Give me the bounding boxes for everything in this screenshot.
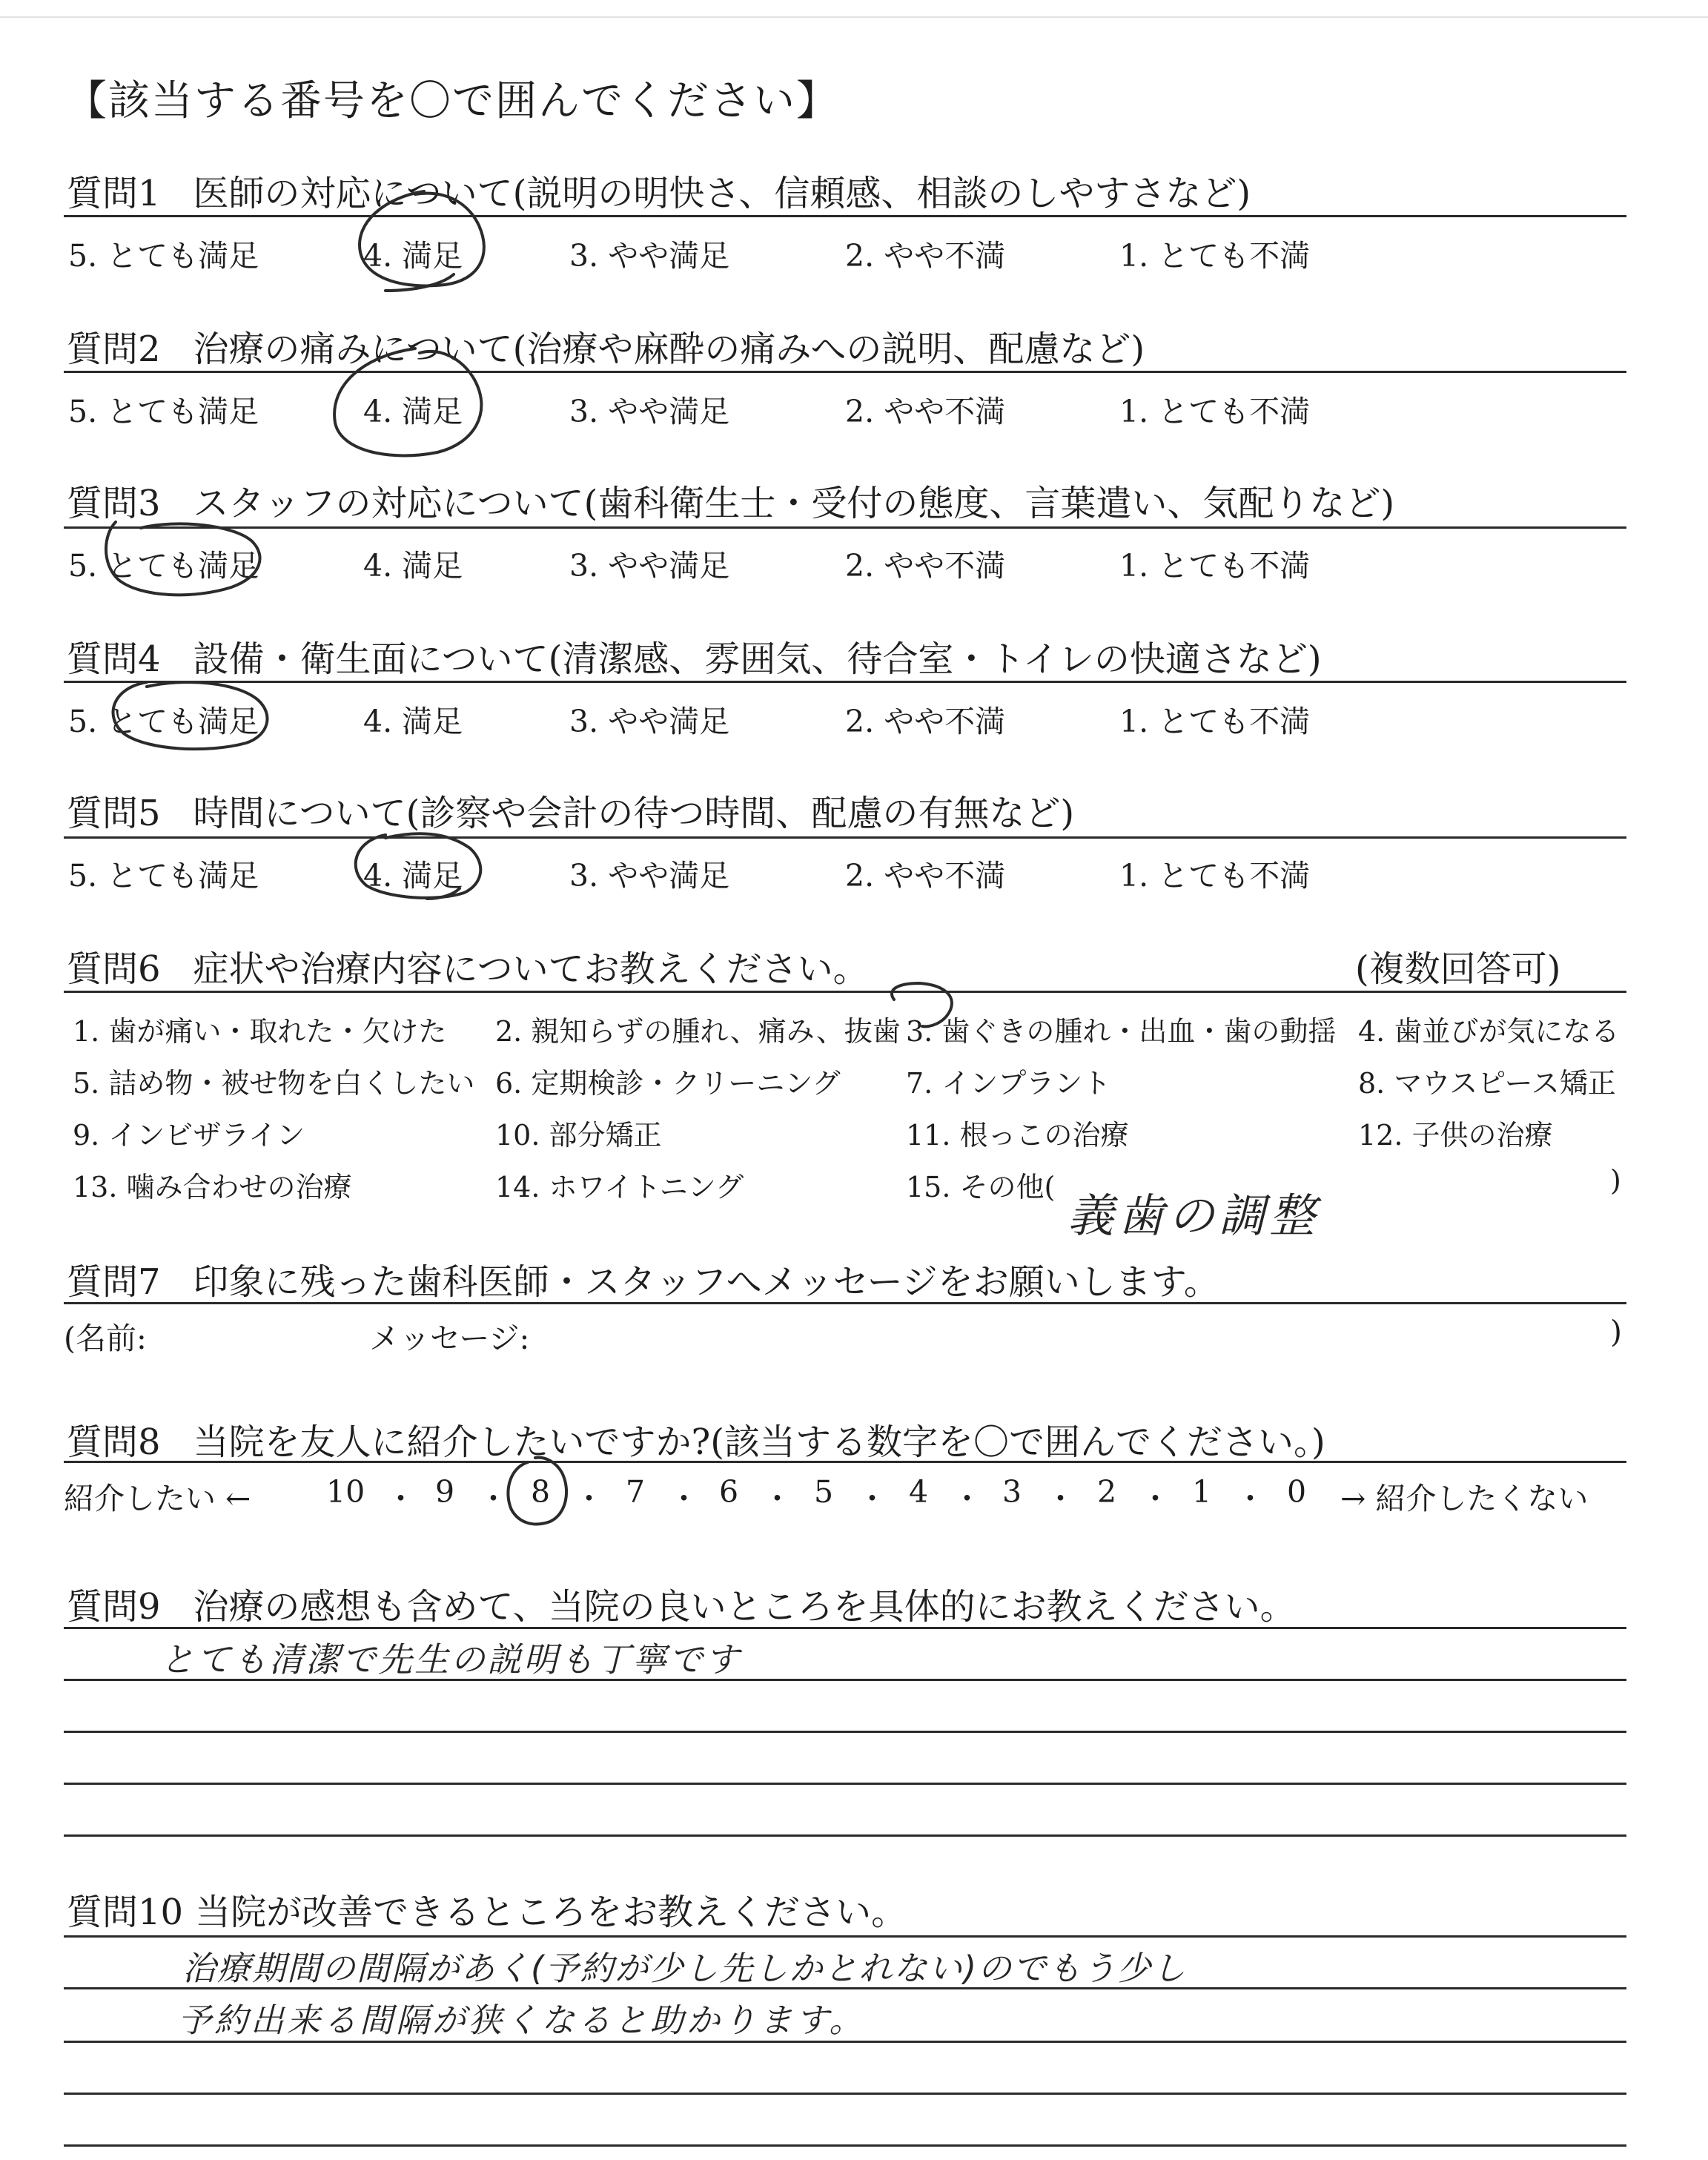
q8-separator: ・ xyxy=(478,1481,509,1516)
q8-scale-1[interactable]: 1 xyxy=(1192,1474,1212,1510)
q10-handwritten-answer-line-2[interactable]: 予約出来る間隔が狭くなると助かります。 xyxy=(178,2001,866,2040)
q5-option-3[interactable]: 3. やや満足 xyxy=(569,858,730,894)
q6-option-9[interactable]: 9. インビザライン xyxy=(73,1119,305,1152)
q6-multiple-answer-note: (複数回答可) xyxy=(1355,948,1561,990)
q8-separator: ・ xyxy=(762,1481,792,1516)
q1-text: 医師の対応について(説明の明快さ、信頼感、相談のしやすさなど) xyxy=(193,173,1251,214)
q8-scale-9[interactable]: 9 xyxy=(435,1474,455,1510)
q10-number: 質問10 xyxy=(67,1892,184,1933)
q1-option-2[interactable]: 2. やや不満 xyxy=(845,238,1006,274)
q2-text: 治療の痛みについて(治療や麻酔の痛みへの説明、配慮など) xyxy=(193,328,1145,370)
page-instruction-header: 【該当する番号を〇で囲んでください】 xyxy=(65,77,839,125)
q1-option-4[interactable]: 4. 満足 xyxy=(363,238,463,274)
q4-option-1[interactable]: 1. とても不満 xyxy=(1119,704,1311,739)
q5-text: 時間について(診察や会計の待つ時間、配慮の有無など) xyxy=(193,793,1075,834)
q1-selection-circle xyxy=(360,191,484,285)
q4-option-5[interactable]: 5. とても満足 xyxy=(68,704,259,739)
q8-right-label: → 紹介したくない xyxy=(1340,1481,1589,1516)
q7-close-paren: ) xyxy=(1610,1314,1622,1350)
q8-separator: ・ xyxy=(952,1481,982,1516)
q2-option-2[interactable]: 2. やや不満 xyxy=(845,394,1006,429)
q10-handwritten-answer-line-1[interactable]: 治療期間の間隔があく(予約が少し先しかとれない)のでもう少し xyxy=(182,1949,1188,1988)
q8-scale-4[interactable]: 4 xyxy=(909,1474,929,1510)
q7-number: 質問7 xyxy=(67,1261,161,1303)
q8-separator: ・ xyxy=(669,1481,699,1516)
q6-option-2[interactable]: 2. 親知らずの腫れ、痛み、抜歯 xyxy=(495,1015,901,1048)
q3-option-5[interactable]: 5. とても満足 xyxy=(68,548,259,584)
q5-selection-circle xyxy=(356,833,481,898)
q1-number: 質問1 xyxy=(67,173,161,214)
q5-option-2[interactable]: 2. やや不満 xyxy=(845,858,1006,894)
q6-number: 質問6 xyxy=(67,948,161,990)
q3-option-3[interactable]: 3. やや満足 xyxy=(569,548,730,584)
q6-option-4[interactable]: 4. 歯並びが気になる xyxy=(1358,1015,1620,1048)
q1-option-1[interactable]: 1. とても不満 xyxy=(1119,238,1311,274)
q8-separator: ・ xyxy=(1140,1481,1171,1516)
q2-selection-circle xyxy=(334,349,481,455)
q8-scale-6[interactable]: 6 xyxy=(719,1474,739,1510)
q4-option-3[interactable]: 3. やや満足 xyxy=(569,704,730,739)
q3-selection-circle xyxy=(106,522,260,595)
q4-selection-circle xyxy=(113,682,268,749)
q8-scale-3[interactable]: 3 xyxy=(1002,1474,1022,1510)
q8-scale-5[interactable]: 5 xyxy=(814,1474,834,1510)
q2-option-5[interactable]: 5. とても満足 xyxy=(68,394,259,429)
q6-option-7[interactable]: 7. インプラント xyxy=(906,1067,1111,1100)
q5-number: 質問5 xyxy=(67,793,161,834)
q1-option-5[interactable]: 5. とても満足 xyxy=(68,238,259,274)
q2-option-3[interactable]: 3. やや満足 xyxy=(569,394,730,429)
q3-option-4[interactable]: 4. 満足 xyxy=(363,548,463,584)
q3-option-1[interactable]: 1. とても不満 xyxy=(1119,548,1311,584)
q6-option-11[interactable]: 11. 根っこの治療 xyxy=(906,1119,1129,1152)
q4-option-2[interactable]: 2. やや不満 xyxy=(845,704,1006,739)
q1-option-3[interactable]: 3. やや満足 xyxy=(569,238,730,274)
q8-scale-2[interactable]: 2 xyxy=(1097,1474,1117,1510)
q2-option-1[interactable]: 1. とても不満 xyxy=(1119,394,1311,429)
q6-other-handwritten-answer[interactable]: 義歯の調整 xyxy=(1068,1189,1320,1243)
q8-separator: ・ xyxy=(857,1481,887,1516)
q9-number: 質問9 xyxy=(67,1586,161,1628)
q2-option-4[interactable]: 4. 満足 xyxy=(363,394,463,429)
q6-option-1[interactable]: 1. 歯が痛い・取れた・欠けた xyxy=(73,1015,447,1048)
q8-text: 当院を友人に紹介したいですか?(該当する数字を〇で囲んでください。) xyxy=(193,1421,1325,1463)
q4-text: 設備・衛生面について(清潔感、雰囲気、待合室・トイレの快適さなど) xyxy=(193,638,1322,680)
q7-name-label: (名前: xyxy=(64,1321,147,1356)
q8-separator: ・ xyxy=(574,1481,604,1516)
q8-separator: ・ xyxy=(385,1481,416,1516)
q6-text: 症状や治療内容についてお教えください。 xyxy=(193,948,869,990)
q8-scale-8[interactable]: 8 xyxy=(531,1474,551,1510)
q10-text: 当院が改善できるところをお教えください。 xyxy=(195,1892,907,1933)
q6-selection-circle xyxy=(892,983,952,1026)
q4-option-4[interactable]: 4. 満足 xyxy=(363,704,463,739)
q2-number: 質問2 xyxy=(67,328,161,370)
q8-number: 質問8 xyxy=(67,1421,161,1463)
q3-number: 質問3 xyxy=(67,483,161,524)
q6-option-5[interactable]: 5. 詰め物・被せ物を白くしたい xyxy=(73,1067,475,1100)
q5-option-1[interactable]: 1. とても不満 xyxy=(1119,858,1311,894)
q6-option-10[interactable]: 10. 部分矯正 xyxy=(495,1119,662,1152)
q3-text: スタッフの対応について(歯科衛生士・受付の態度、言葉遣い、気配りなど) xyxy=(193,483,1395,524)
q4-number: 質問4 xyxy=(67,638,161,680)
q5-selection-circle-tail xyxy=(427,888,460,899)
q3-option-2[interactable]: 2. やや不満 xyxy=(845,548,1006,584)
q6-option-3[interactable]: 3. 歯ぐきの腫れ・出血・歯の動揺 xyxy=(906,1015,1337,1048)
q6-option-15-close-paren: ) xyxy=(1610,1164,1621,1197)
q8-separator: ・ xyxy=(1235,1481,1265,1516)
q8-left-label: 紹介したい ← xyxy=(64,1481,251,1516)
q8-separator: ・ xyxy=(1045,1481,1076,1516)
q8-scale-0[interactable]: 0 xyxy=(1287,1474,1307,1510)
q6-option-14[interactable]: 14. ホワイトニング xyxy=(495,1171,744,1203)
q6-option-12[interactable]: 12. 子供の治療 xyxy=(1358,1119,1553,1152)
q7-message-label: メッセージ: xyxy=(369,1321,530,1356)
q9-text: 治療の感想も含めて、当院の良いところを具体的にお教えください。 xyxy=(193,1586,1296,1628)
q6-option-8[interactable]: 8. マウスピース矯正 xyxy=(1358,1067,1616,1100)
q8-scale-7[interactable]: 7 xyxy=(626,1474,646,1510)
q6-option-15[interactable]: 15. その他( xyxy=(906,1171,1056,1203)
q7-text: 印象に残った歯科医師・スタッフへメッセージをお願いします。 xyxy=(193,1261,1219,1303)
q5-option-5[interactable]: 5. とても満足 xyxy=(68,858,259,894)
q8-scale-10[interactable]: 10 xyxy=(326,1474,365,1510)
q6-option-6[interactable]: 6. 定期検診・クリーニング xyxy=(495,1067,841,1100)
q5-option-4[interactable]: 4. 満足 xyxy=(363,858,463,894)
q8-selection-circle xyxy=(508,1458,566,1525)
q9-handwritten-answer[interactable]: とても清潔で先生の説明も丁寧です xyxy=(160,1639,741,1680)
q6-option-13[interactable]: 13. 噛み合わせの治療 xyxy=(73,1171,352,1203)
